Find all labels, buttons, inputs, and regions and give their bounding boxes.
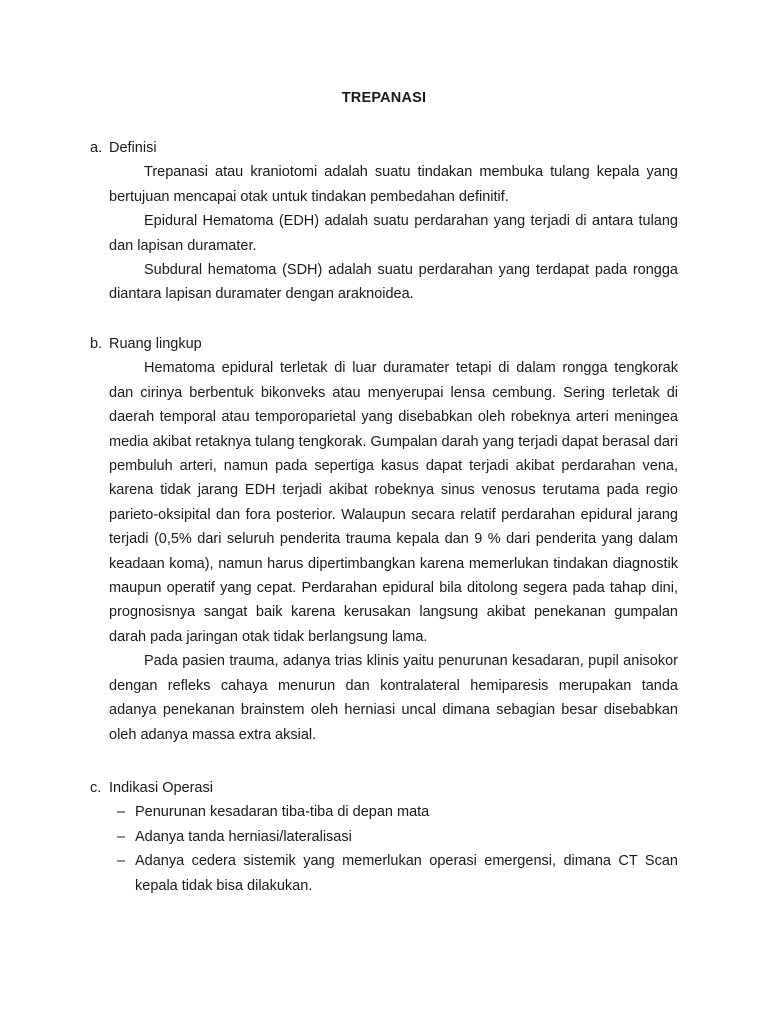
section-definisi <box>90 136 678 307</box>
section-heading-text: Indikasi Operasi <box>109 780 213 796</box>
dash-bullet: – <box>117 828 126 845</box>
list-item <box>117 849 678 898</box>
section-heading <box>90 136 678 160</box>
section-letter: c. <box>90 780 102 796</box>
list-item-text: Adanya tanda herniasi/lateralisasi <box>135 828 352 845</box>
section-ruang-lingkup <box>90 332 678 747</box>
paragraph: Hematoma epidural terletak di luar duramater tetapi di dalam rongga tengkorak dan cirinya berbentuk bikonveks atau menyerupai lensa cembung. Sering terletak di daerah temporal atau temporoparietal yang disebabkan oleh robeknya arteri meningea media akibat retaknya tulang tengkorak. Gumpalan darah yang terjadi dapat berasal dari pembuluh arteri, namun pada sepertiga kasus dapat terjadi akibat perdarahan vena, karena tidak jarang EDH terjadi akibat robeknya sinus venosus terutama pada regio parieto-oksipital dan fora posterior. Walaupun secara relatif perdarahan epidural jarang terjadi (0,5% dari seluruh penderita trauma kepala dan 9 % dari penderita yang dalam keadaan koma), namun harus dipertimbangkan karena memerlukan tindakan diagnostik maupun operatif yang cepat. Perdarahan epidural bila ditolong segera pada tahap dini, prognosisnya sangat baik karena kerusakan langsung akibat penekanan gumpalan darah pada jaringan otak tidak berlangsung lama. <box>109 360 678 645</box>
section-heading-text: Definisi <box>109 140 157 156</box>
section-heading <box>90 332 678 356</box>
section-letter: b. <box>90 336 103 352</box>
dash-bullet: – <box>117 853 126 870</box>
paragraph: Trepanasi atau kraniotomi adalah suatu tindakan membuka tulang kepala yang bertujuan mencapai otak untuk tindakan pembedahan definitif. <box>109 164 678 205</box>
list-item <box>117 800 678 824</box>
dash-bullet: – <box>117 804 126 821</box>
section-letter: a. <box>90 140 103 156</box>
paragraph: Subdural hematoma (SDH) adalah suatu perdarahan yang terdapat pada rongga diantara lapisan duramater dengan araknoidea. <box>109 262 678 303</box>
list-item <box>117 825 678 849</box>
paragraph: Epidural Hematoma (EDH) adalah suatu perdarahan yang terjadi di antara tulang dan lapisan duramater. <box>109 213 678 254</box>
list-item-text: Adanya cedera sistemik yang memerlukan operasi emergensi, dimana CT Scan kepala tidak bisa dilakukan. <box>135 853 678 894</box>
paragraph: Pada pasien trauma, adanya trias klinis yaitu penurunan kesadaran, pupil anisokor dengan refleks cahaya menurun dan kontralateral hemiparesis merupakan tanda adanya penekanan brainstem oleh herniasi uncal dimana sebagian besar disebabkan oleh adanya massa extra aksial. <box>109 653 678 743</box>
list-item-text: Penurunan kesadaran tiba-tiba di depan mata <box>135 804 430 821</box>
section-heading-text: Ruang lingkup <box>109 336 202 352</box>
section-indikasi-operasi <box>90 776 678 898</box>
indication-list <box>90 800 678 898</box>
section-heading <box>90 776 678 800</box>
document-title: TREPANASI <box>341 90 427 106</box>
